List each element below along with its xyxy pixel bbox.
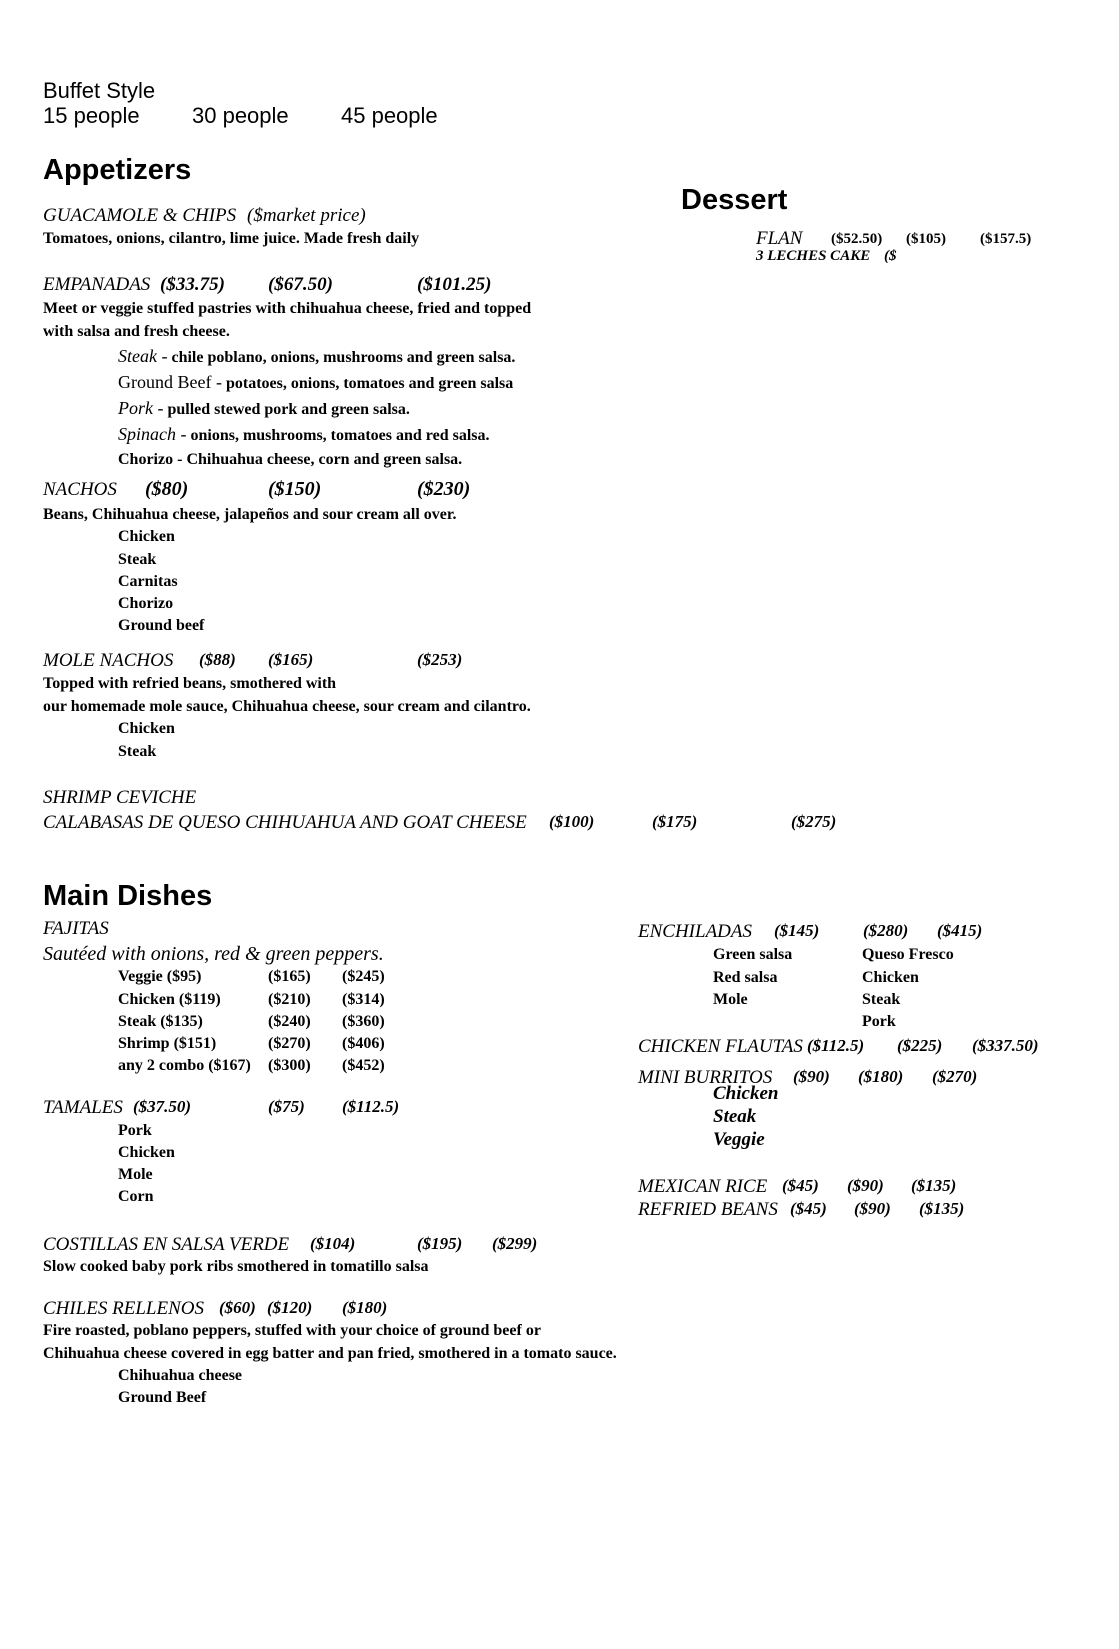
mole-nachos-price-15: ($88) — [199, 650, 236, 669]
fajitas-option: Veggie ($95) — [118, 968, 202, 985]
tamales-name: TAMALES — [43, 1097, 123, 1118]
chiles-price-30: ($120) — [267, 1298, 313, 1317]
nachos-desc: Beans, Chihuahua cheese, jalapeños and sour cream all over. — [43, 506, 457, 523]
flautas-price-45: ($337.50) — [972, 1036, 1039, 1055]
mole-nachos-price-45: ($253) — [417, 650, 463, 669]
mole-nachos-desc-1: Topped with refried beans, smothered with — [43, 675, 337, 692]
enchiladas-filling: Queso Fresco — [862, 946, 954, 963]
rice-price-30: ($90) — [847, 1176, 884, 1195]
mole-nachos-desc-2: our homemade mole sauce, Chihuahua cheese, sour cream and cilantro. — [43, 698, 531, 715]
calabasas-name: CALABASAS DE QUESO CHIHUAHUA AND GOAT CHEESE — [43, 812, 527, 833]
fajitas-price-45: ($406) — [342, 1035, 385, 1052]
guacamole-name: GUACAMOLE & CHIPS — [43, 205, 237, 226]
ceviche-name: SHRIMP CEVICHE — [43, 787, 197, 808]
mole-nachos-price-30: ($165) — [268, 650, 314, 669]
empanadas-desc-2: with salsa and fresh cheese. — [43, 323, 230, 340]
flan-price-30: ($105) — [906, 231, 946, 247]
flautas-price-15: ($112.5) — [807, 1036, 865, 1055]
tamales-option: Chicken — [118, 1144, 175, 1161]
tamales-option: Corn — [118, 1188, 154, 1205]
flautas-name: CHICKEN FLAUTAS — [638, 1036, 803, 1057]
costillas-price-30: ($195) — [417, 1234, 463, 1253]
fajitas-option: Steak ($135) — [118, 1013, 203, 1030]
size-15: 15 people — [43, 103, 140, 128]
fajitas-price-30: ($300) — [268, 1057, 311, 1074]
beans-price-30: ($90) — [854, 1199, 891, 1218]
beans-name: REFRIED BEANS — [638, 1199, 778, 1220]
nachos-option: Carnitas — [118, 573, 178, 590]
empanada-filling — [118, 424, 490, 445]
mole-nachos-name: MOLE NACHOS — [43, 650, 174, 671]
filling-name: Spinach - — [118, 424, 187, 444]
enchiladas-filling: Pork — [862, 1013, 896, 1030]
empanada-filling — [118, 346, 515, 367]
fajitas-price-30: ($270) — [268, 1035, 311, 1052]
fajitas-price-45: ($245) — [342, 968, 385, 985]
filling-name: Pork - — [118, 398, 164, 418]
enchiladas-sauce: Red salsa — [713, 969, 778, 986]
burritos-name: MINI BURRITOS — [638, 1067, 773, 1088]
buffet-title: Buffet Style — [43, 78, 156, 103]
main-dishes-heading: Main Dishes — [43, 880, 213, 912]
dessert-heading: Dessert — [681, 184, 788, 216]
filling-desc: potatoes, onions, tomatoes and green salsa — [221, 375, 514, 392]
empanadas-desc-1: Meet or veggie stuffed pastries with chihuahua cheese, fried and topped — [43, 300, 532, 317]
size-45: 45 people — [341, 103, 438, 128]
chiles-option: Ground Beef — [118, 1389, 207, 1406]
flan-price-15: ($52.50) — [831, 231, 883, 247]
size-30: 30 people — [192, 103, 289, 128]
fajitas-price-30: ($240) — [268, 1013, 311, 1030]
enchiladas-filling: Steak — [862, 991, 901, 1008]
enchiladas-filling: Chicken — [862, 969, 919, 986]
fajitas-price-30: ($210) — [268, 991, 311, 1008]
mole-nachos-option: Steak — [118, 743, 157, 760]
tamales-option: Mole — [118, 1166, 153, 1183]
costillas-price-45: ($299) — [492, 1234, 538, 1253]
chiles-option: Chihuahua cheese — [118, 1367, 243, 1384]
enchiladas-price-30: ($280) — [863, 921, 909, 940]
nachos-option: Ground beef — [118, 617, 205, 634]
calabasas-price-30: ($175) — [652, 812, 698, 831]
chiles-name: CHILES RELLENOS — [43, 1298, 204, 1319]
tamales-price-15: ($37.50) — [133, 1097, 192, 1116]
enchiladas-sauce: Green salsa — [713, 946, 793, 963]
rice-price-45: ($135) — [911, 1176, 957, 1195]
filling-name: Ground Beef - — [118, 372, 222, 392]
burritos-price-45: ($270) — [932, 1067, 978, 1086]
burritos-option: Veggie — [713, 1129, 765, 1150]
empanada-filling — [118, 398, 410, 419]
nachos-price-45: ($230) — [417, 478, 471, 500]
nachos-price-30: ($150) — [268, 478, 322, 500]
chiles-desc-2: Chihuahua cheese covered in egg batter and pan fried, smothered in a tomato sauce. — [43, 1345, 617, 1362]
nachos-price-15: ($80) — [145, 478, 189, 500]
beans-price-15: ($45) — [790, 1199, 827, 1218]
enchiladas-name: ENCHILADAS — [638, 921, 752, 942]
empanadas-price-45: ($101.25) — [417, 274, 492, 295]
flan-price-45: ($157.5) — [980, 231, 1032, 247]
filling-name: Chorizo - — [118, 451, 183, 468]
enchiladas-price-45: ($415) — [937, 921, 983, 940]
burritos-option: Chicken — [713, 1083, 779, 1104]
costillas-price-15: ($104) — [310, 1234, 356, 1253]
fajitas-option: Chicken ($119) — [118, 991, 221, 1008]
filling-desc: onions, mushrooms, tomatoes and red salsa. — [186, 427, 490, 444]
appetizers-heading: Appetizers — [43, 154, 192, 186]
filling-desc: Chihuahua cheese, corn and green salsa. — [182, 451, 463, 468]
nachos-name: NACHOS — [43, 479, 117, 500]
tres-leches-price: ($ — [884, 248, 897, 264]
fajitas-price-30: ($165) — [268, 968, 311, 985]
calabasas-price-45: ($275) — [791, 812, 837, 831]
enchiladas-sauce: Mole — [713, 991, 748, 1008]
fajitas-option: Shrimp ($151) — [118, 1035, 217, 1052]
fajitas-name: FAJITAS — [43, 918, 109, 939]
empanada-filling — [118, 451, 462, 469]
fajitas-desc: Sautéed with onions, red & green peppers. — [43, 943, 384, 965]
flan-name: FLAN — [756, 228, 803, 249]
beans-price-45: ($135) — [919, 1199, 965, 1218]
burritos-price-15: ($90) — [793, 1067, 830, 1086]
chiles-desc-1: Fire roasted, poblano peppers, stuffed with your choice of ground beef or — [43, 1322, 541, 1339]
filling-desc: pulled stewed pork and green salsa. — [163, 401, 410, 418]
flautas-price-30: ($225) — [897, 1036, 943, 1055]
empanadas-price-30: ($67.50) — [268, 274, 333, 295]
nachos-option: Steak — [118, 551, 157, 568]
tamales-option: Pork — [118, 1122, 152, 1139]
filling-desc: chile poblano, onions, mushrooms and green salsa. — [167, 349, 516, 366]
empanadas-name: EMPANADAS — [43, 274, 151, 295]
fajitas-option: any 2 combo ($167) — [118, 1057, 251, 1074]
costillas-name: COSTILLAS EN SALSA VERDE — [43, 1234, 290, 1255]
rice-name: MEXICAN RICE — [638, 1176, 768, 1197]
nachos-option: Chicken — [118, 528, 175, 545]
chiles-price-45: ($180) — [342, 1298, 388, 1317]
burritos-price-30: ($180) — [858, 1067, 904, 1086]
costillas-desc: Slow cooked baby pork ribs smothered in tomatillo salsa — [43, 1258, 429, 1275]
fajitas-price-45: ($360) — [342, 1013, 385, 1030]
tres-leches-name: 3 LECHES CAKE — [756, 248, 871, 264]
fajitas-price-45: ($314) — [342, 991, 385, 1008]
mole-nachos-option: Chicken — [118, 720, 175, 737]
calabasas-price-15: ($100) — [549, 812, 595, 831]
empanada-filling — [118, 372, 513, 393]
burritos-option: Steak — [713, 1106, 757, 1127]
nachos-option: Chorizo — [118, 595, 174, 612]
guacamole-desc: Tomatoes, onions, cilantro, lime juice. Made fresh daily — [43, 230, 420, 247]
tamales-price-30: ($75) — [268, 1097, 305, 1116]
guacamole-price: ($market price) — [247, 205, 366, 226]
rice-price-15: ($45) — [782, 1176, 819, 1195]
fajitas-price-45: ($452) — [342, 1057, 385, 1074]
tamales-price-45: ($112.5) — [342, 1097, 400, 1116]
chiles-price-15: ($60) — [219, 1298, 256, 1317]
filling-name: Steak - — [118, 346, 168, 366]
enchiladas-price-15: ($145) — [774, 921, 820, 940]
empanadas-price-15: ($33.75) — [160, 274, 225, 295]
